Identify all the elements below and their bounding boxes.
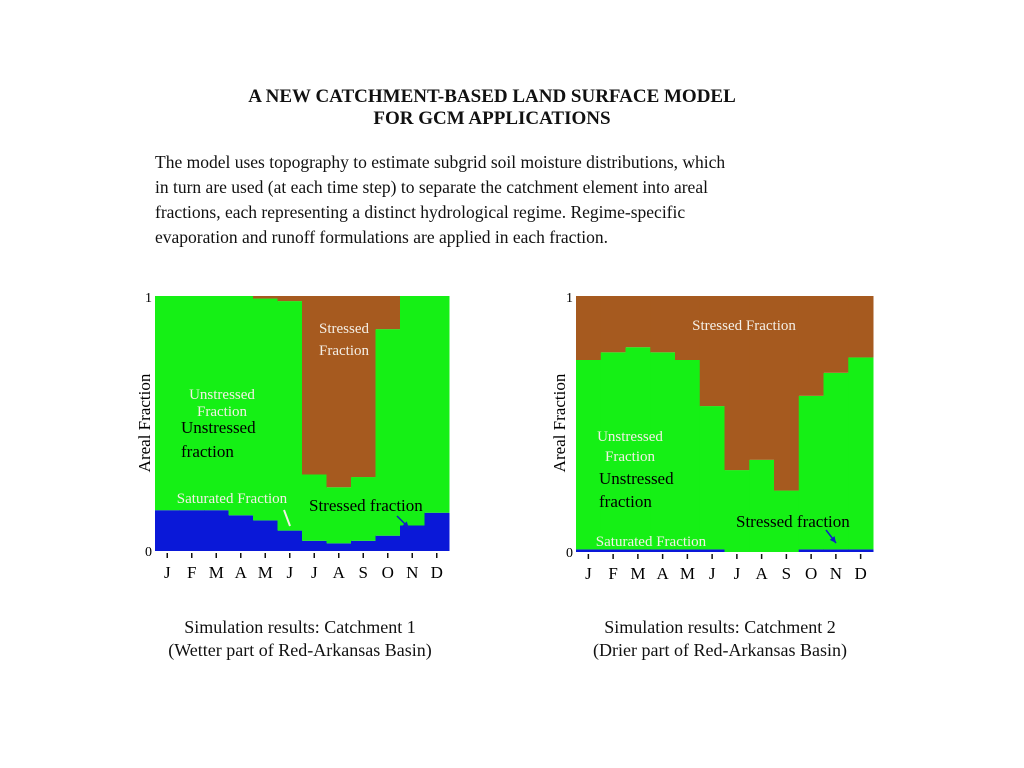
unstressed-annotation: fraction (599, 492, 652, 511)
y-axis-label: Areal Fraction (135, 373, 154, 473)
area-chart-catchment-2 (550, 291, 874, 583)
unstressed-annotation: fraction (181, 442, 234, 461)
saturated-bar (327, 543, 352, 551)
stressed-bar (799, 296, 824, 396)
unstressed-region-label: Fraction (605, 449, 655, 465)
x-tick-label: O (804, 564, 818, 583)
x-tick-label: A (332, 563, 345, 582)
x-tick-label: M (208, 563, 224, 582)
caption-line: Simulation results: Catchment 1 (184, 617, 416, 637)
x-tick-label: M (630, 564, 646, 583)
unstressed-bar (675, 360, 700, 549)
stressed-region-label: Fraction (319, 343, 369, 359)
saturated-bar (848, 549, 873, 552)
x-tick-label: J (585, 564, 592, 583)
saturated-bar (204, 510, 229, 551)
unstressed-bar (749, 460, 774, 552)
saturated-bar (253, 520, 278, 551)
saturated-bar (376, 536, 401, 551)
saturated-bar (351, 541, 376, 551)
y-tick-label: 1 (566, 291, 573, 306)
saturated-bar (425, 513, 450, 551)
y-axis-label: Areal Fraction (550, 373, 569, 473)
stressed-bar (824, 296, 849, 373)
x-tick-label: A (656, 564, 669, 583)
stressed-bar (700, 296, 725, 406)
unstressed-bar (425, 296, 450, 513)
x-tick-label: J (286, 563, 294, 582)
saturated-bar (155, 510, 180, 551)
x-tick-label: F (187, 563, 197, 582)
x-tick-label: S (781, 564, 792, 583)
intro-line: in turn are used (at each time step) to separate the catchment element into areal (155, 177, 708, 197)
x-tick-label: D (854, 564, 867, 583)
caption-catchment-2 (560, 616, 880, 662)
x-tick-label: N (406, 563, 419, 582)
saturated-region-label: Saturated Fraction (595, 534, 707, 550)
slide-title-line-2: FOR GCM APPLICATIONS (373, 108, 611, 129)
x-tick-label: A (755, 564, 768, 583)
stressed-bar (650, 296, 675, 352)
saturated-bar (278, 531, 303, 551)
y-tick-label: 0 (566, 546, 573, 561)
unstressed-bar (848, 357, 873, 549)
x-tick-label: S (358, 563, 368, 582)
x-tick-label: J (310, 563, 318, 582)
stressed-bar (848, 296, 873, 357)
stressed-region-label: Stressed Fraction (692, 318, 796, 334)
unstressed-annotation: Unstressed (599, 469, 674, 488)
x-tick-label: N (829, 564, 843, 583)
x-tick-label: J (733, 564, 741, 583)
stressed-annotation: Stressed fraction (309, 496, 423, 515)
y-tick-label: 1 (145, 291, 152, 306)
slide-title-line-1: A NEW CATCHMENT-BASED LAND SURFACE MODEL (248, 86, 736, 107)
intro-line: evaporation and runoff formulations are applied in each fraction. (155, 227, 609, 247)
caption-line: (Drier part of Red-Arkansas Basin) (593, 640, 847, 660)
x-tick-label: D (430, 563, 443, 582)
stressed-bar (376, 296, 401, 329)
x-tick-label: O (381, 563, 394, 582)
stressed-region-label: Stressed (319, 321, 369, 337)
x-tick-label: J (163, 563, 171, 582)
intro-line: fractions, each representing a distinct hydrological regime. Regime-specific (155, 202, 686, 222)
x-tick-label: F (608, 564, 618, 583)
x-tick-label: J (708, 564, 716, 583)
stressed-bar (278, 296, 303, 301)
unstressed-region-label: Unstressed (189, 387, 255, 403)
unstressed-region-label: Unstressed (597, 429, 663, 445)
caption-catchment-1 (140, 616, 460, 662)
stressed-annotation: Stressed fraction (736, 512, 850, 531)
x-tick-label: M (679, 564, 695, 583)
stressed-bar (576, 296, 601, 360)
unstressed-bar (155, 296, 180, 510)
saturated-bar (229, 515, 254, 551)
saturated-bar (400, 526, 425, 552)
stressed-bar (601, 296, 626, 352)
unstressed-bar (253, 299, 278, 521)
saturated-bar (799, 549, 824, 552)
x-tick-label: A (234, 563, 247, 582)
stressed-bar (253, 296, 278, 299)
y-tick-label: 0 (145, 545, 152, 560)
saturated-bar (180, 510, 205, 551)
intro-line: The model uses topography to estimate subgrid soil moisture distributions, which (155, 152, 726, 172)
caption-line: Simulation results: Catchment 2 (604, 617, 836, 637)
caption-line: (Wetter part of Red-Arkansas Basin) (168, 640, 432, 660)
unstressed-bar (700, 406, 725, 549)
unstressed-bar (576, 360, 601, 549)
area-chart-catchment-1 (135, 291, 450, 582)
x-tick-label: M (257, 563, 273, 582)
saturated-bar (302, 541, 327, 551)
saturated-region-label: Saturated Fraction (176, 491, 288, 507)
saturated-bar (824, 549, 849, 552)
unstressed-bar (400, 296, 425, 526)
stressed-bar (626, 296, 651, 347)
unstressed-annotation: Unstressed (181, 418, 256, 437)
unstressed-region-label: Fraction (197, 404, 247, 420)
